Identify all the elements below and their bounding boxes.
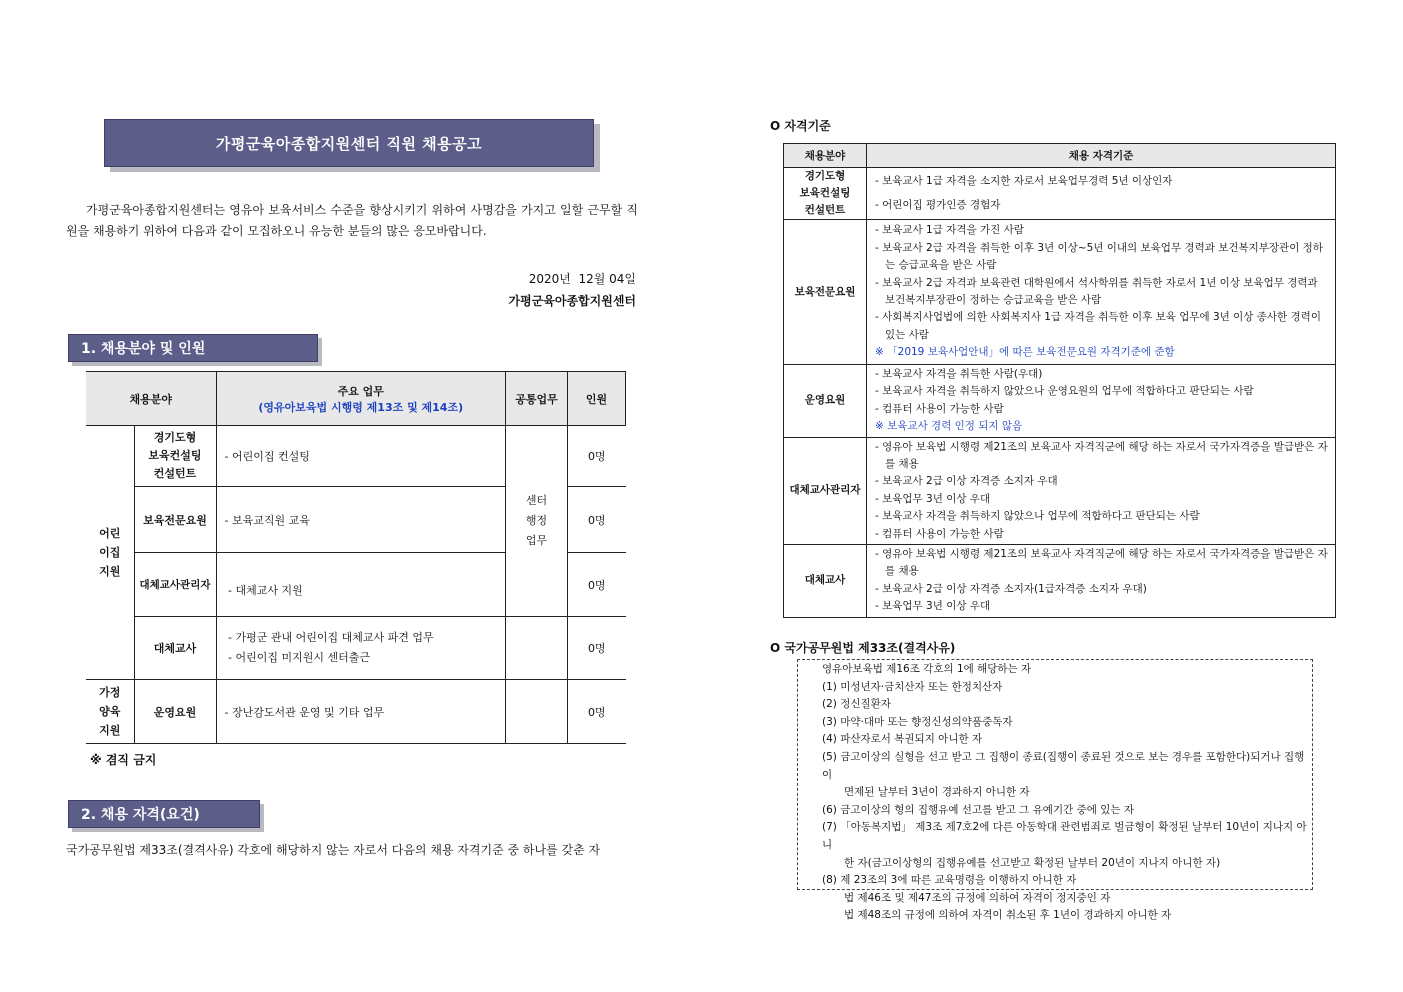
duty-text: - 장난감도서관 운영 및 기타 업무 [216,680,506,744]
section2-header: 2. 채용 자격(요건) [68,800,260,828]
criteria-header: O 자격기준 [770,119,831,133]
count: 0명 [568,487,626,553]
col-field: 채용분야 [784,144,867,168]
disqual-item: 한 자(금고이상형의 집행유예를 선고받고 확정된 날부터 20년이 지나지 아니한 자) [844,856,1221,869]
criteria-cell [867,168,1336,220]
intro-paragraph: 가평군육아종합지원센터는 영유아 보육서비스 수준을 향상시키기 위하여 사명감을 가지고 일할 근무할 직원을 채용하기 위하여 다음과 같이 모집하오니 유능한 분들의 많은 응모바랍니다. [66,203,638,238]
criteria-item: - 보육교사 2급 자격과 보육관련 대학원에서 석사학위를 취득한 자로서 1년 이상 보육업무 경력과 보건복지부장관이 정하는 승급교육을 받은 사람 [875,276,1318,306]
section2-text: 국가공무원법 제33조(결격사유) 각호에 해당하지 않는 자로서 다음의 채용 자격기준 중 하나를 갖춘 자 [66,843,601,857]
criteria-item: - 보육교사 2급 자격을 취득한 이후 3년 이상~5년 이내의 보육업무 경력과 보건복지부장관이 정하는 승급교육을 받은 사람 [875,241,1323,272]
disqual-item: (2) 정신질환자 [822,698,891,711]
count: 0명 [568,553,626,617]
field-name: 운영요원 [784,365,867,438]
col-field: 채용분야 [86,372,216,426]
field-name: 대체교사관리자 [784,437,867,544]
criteria-item: - 보육교사 자격을 취득하지 않았으나 업무에 적합하다고 판단되는 사람 [875,510,1200,523]
disqual-item: (5) 금고이상의 실형을 선고 받고 그 집행이 종료(집행이 종료된 것으로 보는 경우를 포함한다)되거나 집행이 [822,750,1305,781]
disqual-item: (4) 파산자로서 복권되지 아니한 자 [822,733,983,746]
duty-text: - 어린이집 컨설팅 [216,426,506,487]
table-row [784,220,1336,365]
notice-date: 2020년 12월 04일 [528,272,636,286]
organization-name: 가평군육아종합지원센터 [508,294,636,308]
criteria-item: - 보육교사 2급 이상 자격증 소지자(1급자격증 소지자 우대) [875,582,1147,595]
criteria-item: - 보육교사 자격을 취득하지 않았으나 운영요원의 업무에 적합하다고 판단되는 사람 [875,385,1254,398]
table-row [784,168,1336,220]
criteria-item: - 영유아 보육법 시행령 제21조의 보육교사 자격직군에 해당 하는 자로서 국가자격증을 발급받은 자를 채용 [875,440,1328,471]
disqual-item: 면제된 날부터 3년이 경과하지 아니한 자 [844,786,1030,799]
duty-text: - 가평군 관내 어린이집 대체교사 파견 업무 - 어린이집 미지원시 센터출근 [216,617,506,680]
group-home: 가정 양육 지원 [86,680,134,744]
field-name: 경기도형 보육컨설팅 컨설턴트 [784,168,867,220]
disqual-header: O 국가공무원법 제33조(결격사유) [770,641,956,655]
field-name: 운영요원 [134,680,216,744]
table-row [784,545,1336,618]
criteria-cell [867,437,1336,544]
table-row [86,680,626,744]
criteria-item: - 사회복지사업법에 의한 사회복지사 1급 자격을 취득한 이후 보육 업무에 3년 이상 종사한 경력이 있는 사람 [875,311,1321,341]
duty-text: - 대체교사 지원 [216,553,506,617]
criteria-note: ※ 보육교사 경력 인정 되지 않음 [875,420,1023,433]
criteria-item: - 컴퓨터 사용이 가능한 사람 [875,527,1004,540]
table-row [784,437,1336,544]
disqual-item: 법 제46조 및 제47조의 규정에 의하여 자격이 정지중인 자 [844,891,1111,904]
criteria-item: - 영유아 보육법 시행령 제21조의 보육교사 자격직군에 해당 하는 자로서 국가자격증을 발급받은 자를 채용 [875,548,1328,578]
note-no-dual-job: ※ 겸직 금지 [90,753,157,767]
disqual-box [797,659,1313,922]
criteria-item: - 보육교사 1급 자격을 소지한 자로서 보육업무경력 5년 이상인자 [875,175,1173,188]
disqual-item: (6) 금고이상의 형의 집행유예 선고를 받고 그 유예기간 중에 있는 자 [822,803,1134,816]
col-common: 공통업무 [506,372,568,426]
field-name: 보육전문요원 [784,220,867,365]
count: 0명 [568,617,626,680]
table-row [86,426,626,487]
criteria-cell [867,365,1336,438]
disqual-item: (8) 제 23조의 3에 따른 교육명령을 이행하지 아니한 자 [822,874,1077,887]
col-duty-label: 주요 업무 [337,384,384,398]
page-title: 가평군육아종합지원센터 직원 채용공고 [104,119,594,167]
field-name: 보육전문요원 [134,487,216,553]
col-duty-sub: (영유아보육법 시행령 제13조 및 제14조) [258,400,464,414]
disqual-item: (7) 「아동복지법」 제3조 제7호2에 다른 아동학대 관련범죄로 벌금형이 확정된 날부터 10년이 지나지 아니 [822,821,1307,851]
field-name: 대체교사 [134,617,216,680]
disqual-item: (1) 미성년자·금치산자 또는 한정치산자 [822,680,1003,693]
disqual-item: (3) 마약·대마 또는 향정신성의약품중독자 [822,715,1013,728]
section1-header: 1. 채용분야 및 인원 [68,334,318,362]
criteria-item: - 보육교사 1급 자격을 가진 사람 [875,224,1024,237]
criteria-cell [867,545,1336,618]
duty-text: - 보육교직원 교육 [216,487,506,553]
disqual-lead: 영유아보육법 제16조 각호의 1에 해당하는 자 [822,663,1032,675]
criteria-note: ※ 「2019 보육사업안내」에 따른 보육전문요원 자격기준에 준함 [875,346,1175,359]
criteria-item: - 보육업무 3년 이상 우대 [875,600,991,613]
table-row [784,365,1336,438]
criteria-cell [867,220,1336,365]
criteria-item: - 보육업무 3년 이상 우대 [875,492,991,505]
col-duty [216,372,506,426]
common-empty [506,680,568,744]
field-name: 경기도형 보육컨설팅 컨설턴트 [134,426,216,487]
col-count: 인원 [568,372,626,426]
criteria-item: - 컴퓨터 사용이 가능한 사람 [875,402,1004,415]
disqual-item: 법 제48조의 규정에 의하여 자격이 취소된 후 1년이 경과하지 아니한 자 [844,909,1172,922]
criteria-item: - 보육교사 2급 이상 자격증 소지자 우대 [875,475,1058,488]
criteria-item: - 어린이집 평가인증 경험자 [875,198,1001,211]
table-row [86,617,626,680]
field-name: 대체교사관리자 [134,553,216,617]
positions-table [86,371,626,744]
count: 0명 [568,680,626,744]
criteria-item: - 보육교사 자격을 취득한 사람(우대) [875,368,1043,380]
count: 0명 [568,426,626,487]
field-name: 대체교사 [784,545,867,618]
col-criteria: 채용 자격기준 [867,144,1336,168]
criteria-table [783,143,1336,618]
common-empty [506,617,568,680]
group-daycare: 어린 이집 지원 [86,426,134,680]
common-duty: 센터 행정 업무 [506,426,568,617]
